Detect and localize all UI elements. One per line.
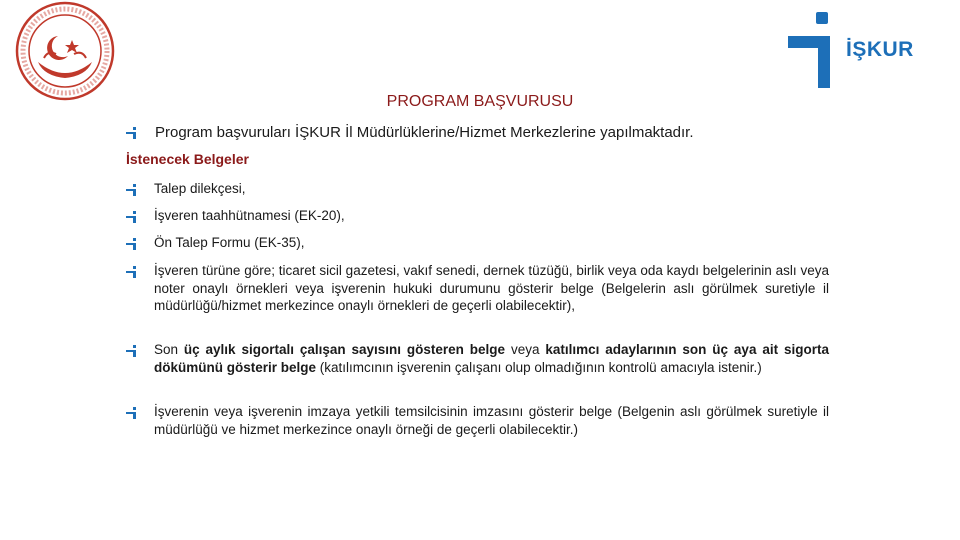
intro-text: Program başvuruları İŞKUR İl Müdürlüklerine/Hizmet Merkezlerine yapılmaktadır. bbox=[155, 124, 694, 141]
list-item bbox=[154, 341, 829, 376]
bullet-icon bbox=[126, 345, 138, 357]
item-text: (katılımcının işverenin çalışanı olup olmadığının kontrolü amacıyla istenir.) bbox=[316, 359, 762, 375]
bullet-icon bbox=[126, 407, 138, 419]
ministry-seal-logo bbox=[0, 0, 131, 102]
list-item: Ön Talep Formu (EK-35), bbox=[154, 235, 305, 250]
item-highlight: üç aylık sigortalı çalışan sayısını gösteren belge bbox=[183, 342, 506, 357]
list-item: İşveren türüne göre; ticaret sicil gazetesi, vakıf senedi, dernek tüzüğü, birlik veya oda kaydı belgelerinin aslı veya noter onaylı örnekleri veya işverenin hukuki durumunu gösterir belge (Belgelerin aslı görülmek suretiyle il müdürlüğü/hizmet merkezince onaylı örnekleri de geçerli olabilecektir), bbox=[154, 263, 829, 313]
bullet-icon bbox=[126, 127, 138, 139]
bullet-icon bbox=[126, 238, 138, 250]
bullet-icon bbox=[126, 266, 138, 278]
bullet-icon bbox=[126, 184, 138, 196]
list-item: İşveren taahhütnamesi (EK-20), bbox=[154, 208, 345, 223]
list-item: İşverenin veya işverenin imzaya yetkili temsilcisinin imzasını gösterir belge (Belgenin aslı görülmek suretiyle il müdürlüğü ve hizmet merkezince onaylı örneği de geçerli olabilecektir.) bbox=[154, 404, 829, 437]
bullet-icon bbox=[126, 211, 138, 223]
item-text: veya bbox=[505, 342, 546, 357]
list-item: Talep dilekçesi, bbox=[154, 181, 246, 196]
iskur-logo-text: İŞKUR bbox=[846, 38, 914, 61]
page-title: PROGRAM BAŞVURUSU bbox=[386, 93, 574, 110]
item-text: Son bbox=[154, 342, 184, 357]
item-highlight: katılımcı adaylarının son üç aya ait sigorta dökümünü gösterir belge bbox=[154, 342, 829, 375]
required-documents-heading: İstenecek Belgeler bbox=[126, 151, 249, 167]
